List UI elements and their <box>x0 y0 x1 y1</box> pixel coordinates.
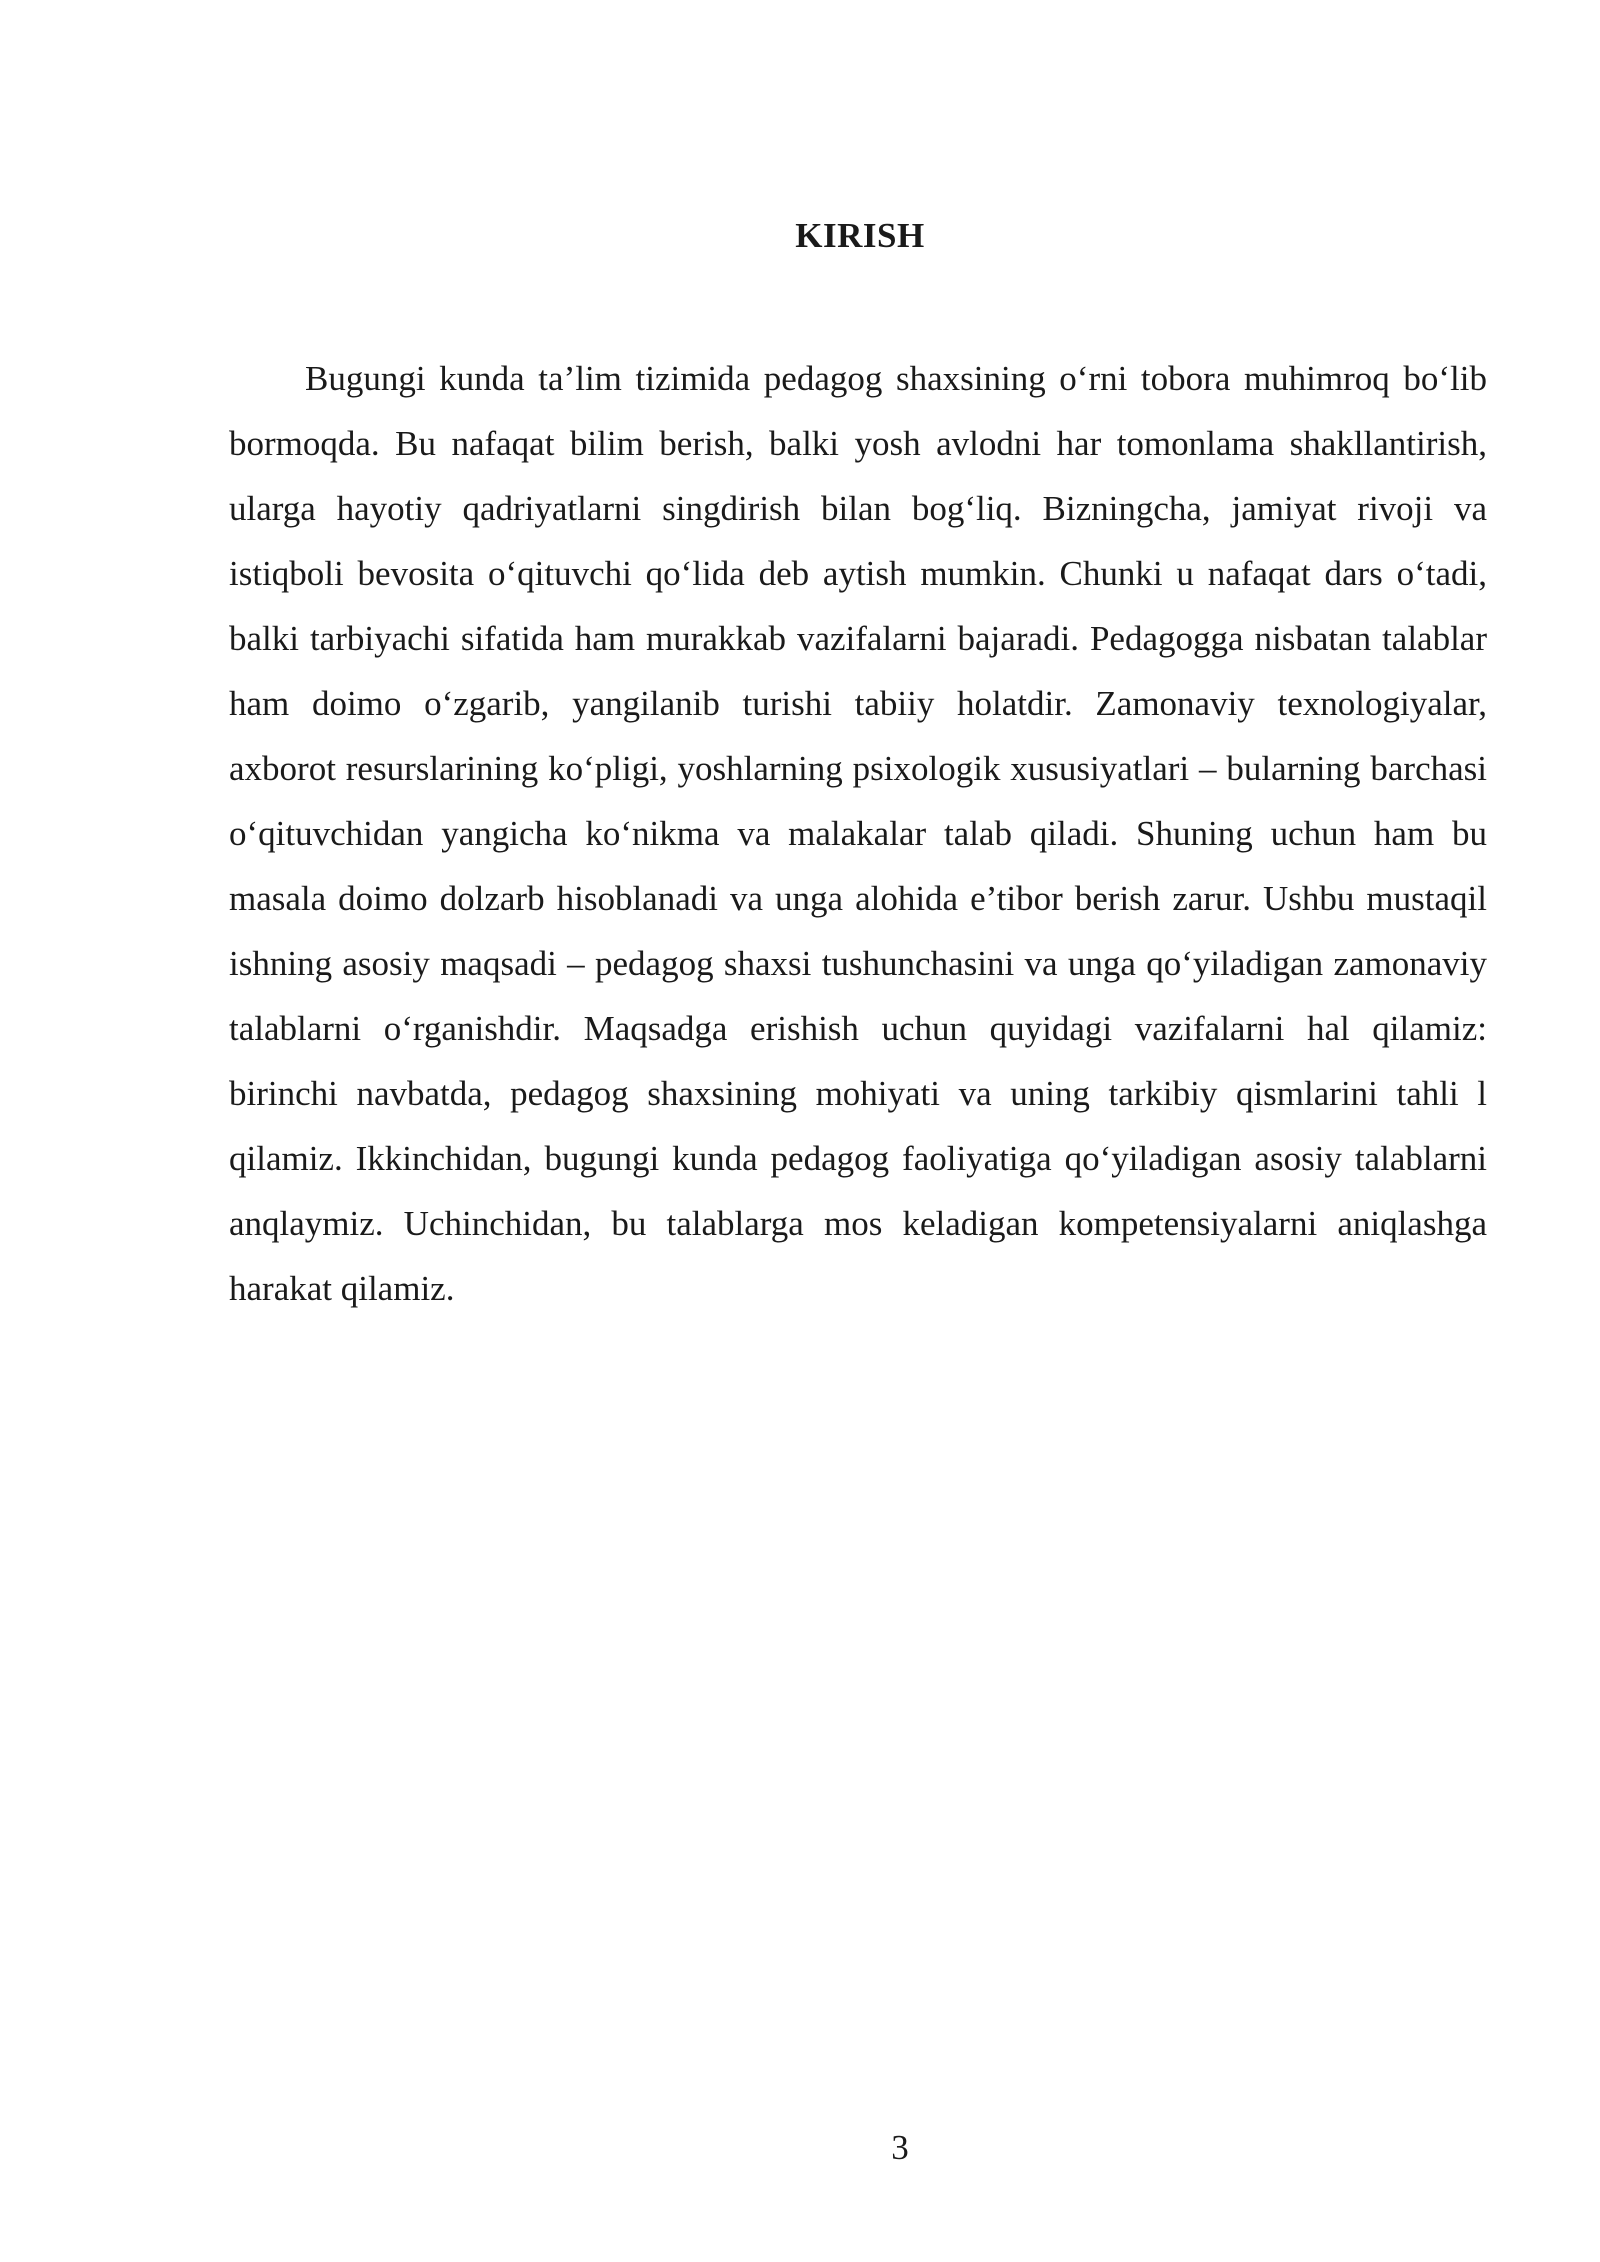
section-heading: KIRISH <box>795 216 925 255</box>
page-number: 3 <box>891 2128 909 2167</box>
body-paragraph: Bugungi kunda ta’lim tizimida pedagog shaxsining o‘rni tobora muhimroq bo‘lib bormoqda. Bu nafaqat bilim berish, balki yosh avlodni har tomonlama shakllantirish, ularga hayotiy qadriyatlarni singdirish bilan bog‘liq. Bizningcha, jamiyat rivoji va istiqboli bevosita o‘qituvchi qo‘lida deb aytish mumkin. Chunki u nafaqat dars o‘tadi, balki tarbiyachi sifatida ham murakkab vazifalarni bajaradi. Pedagogga nisbatan talablar ham doimo o‘zgarib, yangilanib turishi tabiiy holatdir. Zamonaviy texnologiyalar, axborot resurslarining ko‘pligi, yoshlarning psixologik xususiyatlari – bularning barchasi o‘qituvchidan yangicha ko‘nikma va malakalar talab qiladi. Shuning uchun ham bu masala doimo dolzarb hisoblanadi va unga alohida e’tibor berish zarur. Ushbu mustaqil ishning asosiy maqsadi – pedagog shaxsi tushunchasini va unga qo‘yiladigan zamonaviy talablarni o‘rganishdir. Maqsadga erishish uchun quyidagi vazifalarni hal qilamiz: birinchi navbatda, pedagog shaxsining mohiyati va uning tarkibiy qismlarini tahli l qilamiz. Ikkinchidan, bugungi kunda pedagog faoliyatiga qo‘yiladigan asosiy talablarni anqlaymiz. Uchinchidan, bu talablarga mos keladigan kompetensiyalarni aniqlashga harakat qilamiz. <box>229 359 1487 1308</box>
